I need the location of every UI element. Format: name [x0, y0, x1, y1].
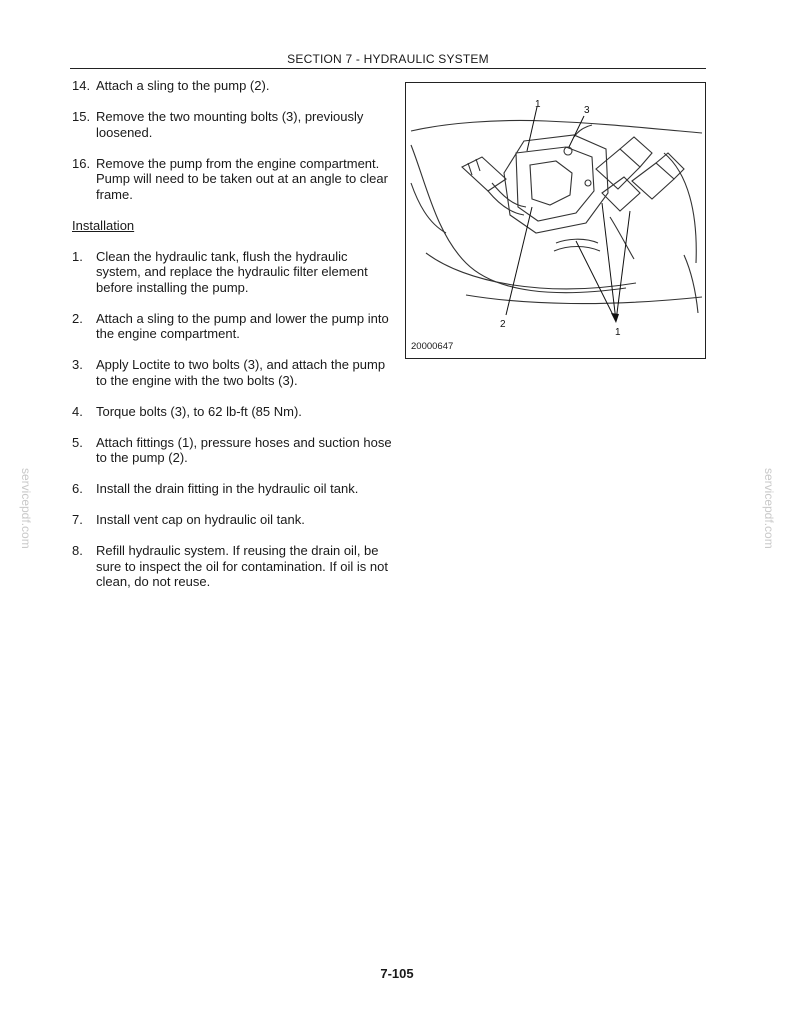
- step-number: 5.: [72, 434, 83, 450]
- step-text: Remove the two mounting bolts (3), previously loosened.: [96, 109, 364, 140]
- watermark-left: servicepdf.com: [19, 468, 33, 549]
- install-step-3: [72, 357, 392, 388]
- step-text: Torque bolts (3), to 62 lb-ft (85 Nm).: [96, 403, 302, 419]
- pump-illustration: [406, 83, 705, 358]
- step-16: [72, 156, 392, 203]
- callout-1-bottom: 1: [615, 327, 621, 338]
- install-step-4: [72, 404, 392, 420]
- callout-3: 3: [584, 105, 590, 116]
- install-step-1: [72, 249, 392, 296]
- step-text: Install vent cap on hydraulic oil tank.: [96, 512, 305, 527]
- pump-figure: [405, 82, 706, 359]
- procedure-steps: [72, 78, 392, 605]
- step-text: Refill hydraulic system. If reusing the drain oil, be sure to inspect the oil for contamination. If oil is not clean, do not reuse.: [96, 543, 388, 589]
- header-rule: [70, 68, 706, 69]
- step-number: 16.: [72, 155, 91, 171]
- step-15: [72, 109, 392, 140]
- step-number: 4.: [72, 403, 83, 419]
- step-text: Attach fittings (1), pressure hoses and suction hose to the pump (2).: [96, 434, 392, 465]
- step-number: 2.: [72, 310, 83, 326]
- callout-1-top: 1: [535, 99, 541, 110]
- installation-heading: Installation: [72, 217, 135, 233]
- step-text: Remove the pump from the engine compartment. Pump will need to be taken out at an angle to clear frame.: [96, 155, 388, 202]
- figure-code: 20000647: [411, 341, 454, 352]
- step-number: 7.: [72, 512, 83, 527]
- step-text: Apply Loctite to two bolts (3), and attach the pump to the engine with the two bolts (3).: [96, 357, 386, 388]
- step-text: Clean the hydraulic tank, flush the hydraulic system, and replace the hydraulic filter element before installing the pump.: [96, 248, 368, 295]
- page-number: 7-105: [380, 966, 414, 981]
- step-text: Install the drain fitting in the hydraulic oil tank.: [96, 481, 359, 496]
- watermark-right: servicepdf.com: [762, 468, 776, 549]
- step-text: Attach a sling to the pump (2).: [96, 78, 270, 93]
- step-number: 15.: [72, 109, 91, 124]
- step-number: 6.: [72, 481, 83, 496]
- install-step-7: [72, 512, 392, 528]
- callout-2: 2: [500, 319, 506, 330]
- install-step-2: [72, 311, 392, 342]
- step-number: 3.: [72, 357, 83, 372]
- step-number: 8.: [72, 543, 83, 558]
- step-text: Attach a sling to the pump and lower the pump into the engine compartment.: [96, 310, 389, 341]
- install-step-6: [72, 481, 392, 497]
- section-header: SECTION 7 - HYDRAULIC SYSTEM: [287, 52, 489, 66]
- step-number: 1.: [72, 248, 83, 264]
- step-number: 14.: [72, 78, 91, 93]
- install-step-8: [72, 543, 392, 590]
- step-14: [72, 78, 392, 94]
- install-step-5: [72, 435, 392, 466]
